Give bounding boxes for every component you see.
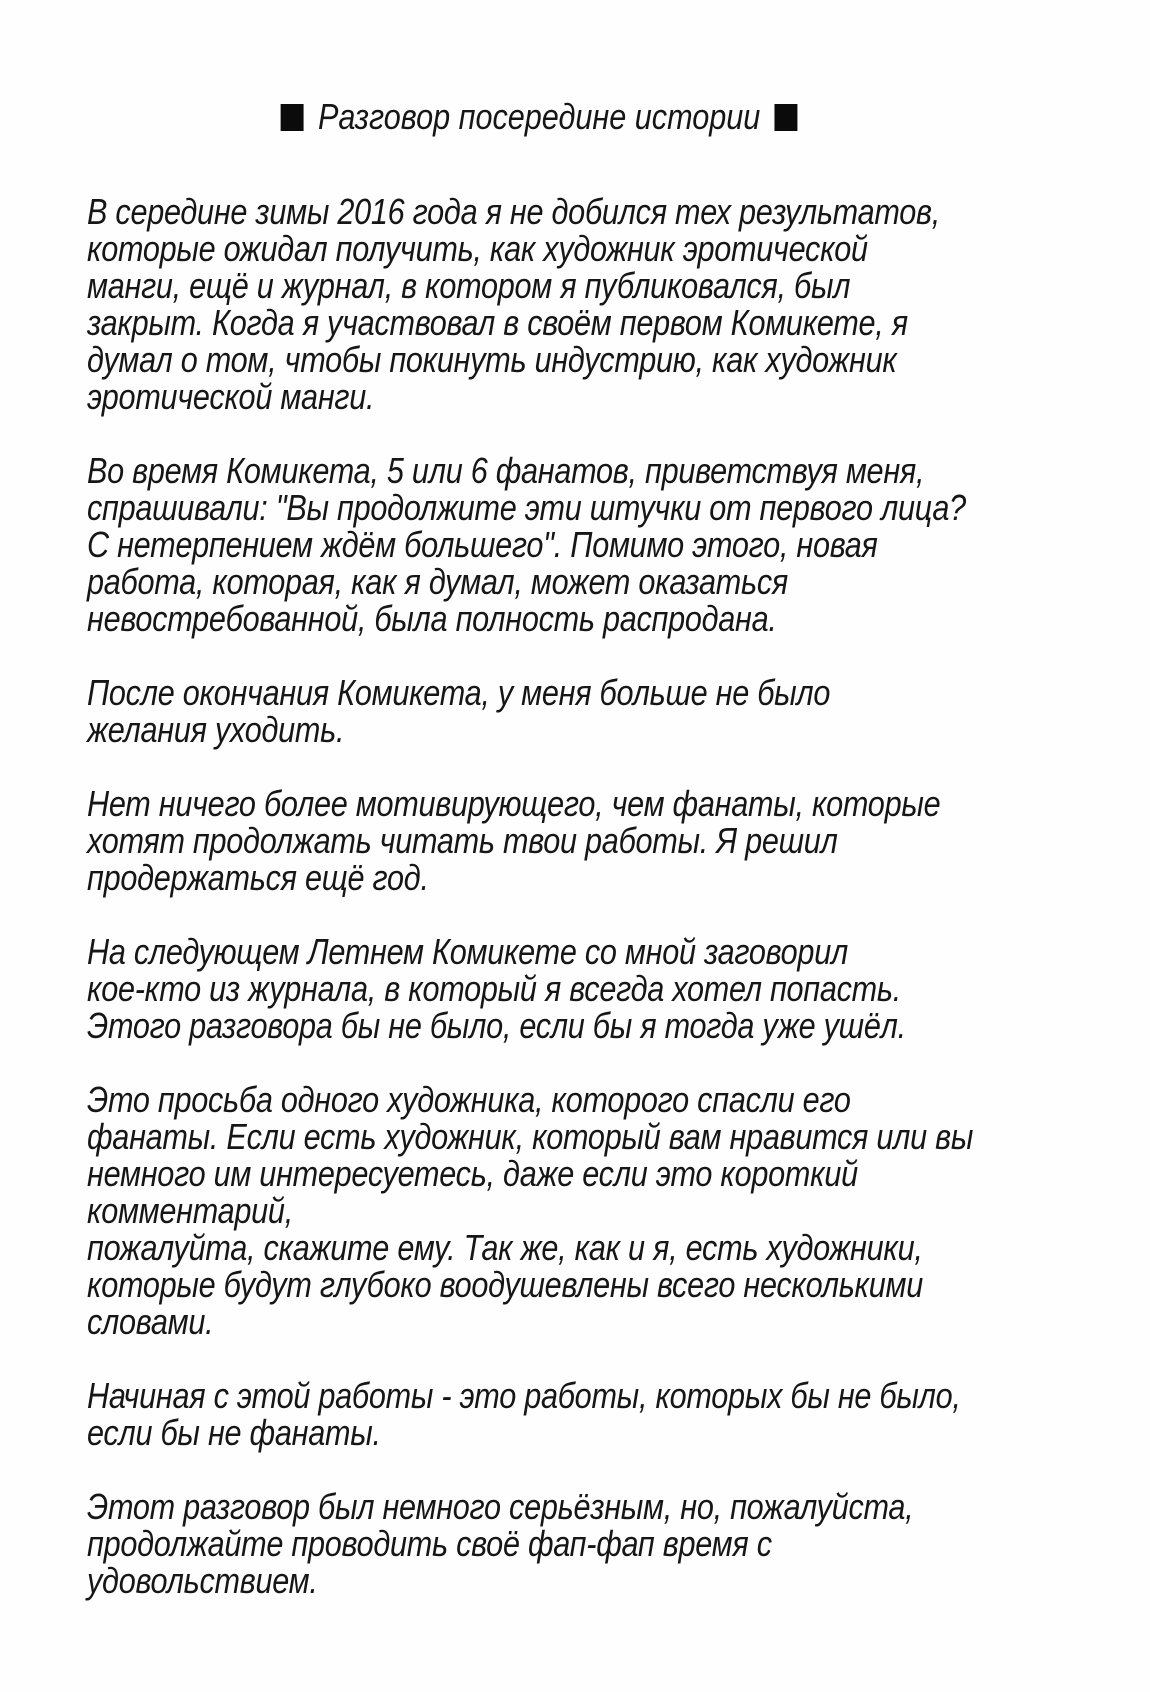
paragraph-5 xyxy=(87,933,991,1044)
text-line: спрашивали: "Вы продолжите эти штучки от первого лица? xyxy=(87,487,966,528)
text-line: Этого разговора бы не было, если бы я тогда уже ушёл. xyxy=(87,1005,906,1046)
text-line: пожалуйта, скажите ему. Так же, как и я, есть художники, xyxy=(87,1227,923,1268)
text-line: фанаты. Если есть художник, который вам нравится или вы xyxy=(87,1116,974,1157)
text-line: комментарий, xyxy=(87,1190,293,1231)
text-line: Во время Комикета, 5 или 6 фанатов, приветствуя меня, xyxy=(87,450,925,491)
black-square-icon xyxy=(775,104,798,131)
text-line: кое-кто из журнала, в который я всегда хотел попасть. xyxy=(87,968,902,1009)
text-line: продержаться ещё год. xyxy=(87,857,429,898)
text-line: С нетерпением ждём большего". Помимо этого, новая xyxy=(87,524,878,565)
text-line: думал о том, чтобы покинуть индустрию, как художник xyxy=(87,339,897,380)
text-line: На следующем Летнем Комикете со мной заговорил xyxy=(87,931,848,972)
text-line: Это просьба одного художника, которого спасли его xyxy=(87,1079,851,1120)
text-line: удовольствием. xyxy=(87,1560,318,1601)
text-line: невостребованной, была полность распродана. xyxy=(87,598,777,639)
page-title: Разговор посередине истории xyxy=(317,96,761,137)
paragraph-8 xyxy=(87,1488,991,1599)
text-line: В середине зимы 2016 года я не добился тех результатов, xyxy=(87,191,940,232)
text-line: Нет ничего более мотивирующего, чем фанаты, которые xyxy=(87,783,941,824)
text-line: словами. xyxy=(87,1301,214,1342)
paragraph-4 xyxy=(87,785,991,896)
paragraph-3 xyxy=(87,674,991,748)
text-line: работа, которая, как я думал, может оказаться xyxy=(87,561,789,602)
section-title-row xyxy=(0,96,1150,138)
text-line: Этот разговор был немного серьёзным, но, пожалуйста, xyxy=(87,1486,914,1527)
text-line: которые ожидал получить, как художник эротической xyxy=(87,228,868,269)
note-body xyxy=(87,193,1150,1636)
text-line: манги, ещё и журнал, в котором я публиковался, был xyxy=(87,265,851,306)
text-line: желания уходить. xyxy=(87,709,345,750)
text-line: которые будут глубоко воодушевлены всего несколькими xyxy=(87,1264,923,1305)
paragraph-2 xyxy=(87,452,991,637)
text-line: продолжайте проводить своё фап-фап время с xyxy=(87,1523,772,1564)
text-line: эротической манги. xyxy=(87,376,375,417)
text-line: хотят продолжать читать твои работы. Я решил xyxy=(87,820,838,861)
paragraph-6 xyxy=(87,1081,991,1340)
paragraph-1 xyxy=(87,193,991,415)
text-line: Начиная с этой работы - это работы, которых бы не было, xyxy=(87,1375,961,1416)
text-line: немного им интересуетесь, даже если это короткий xyxy=(87,1153,858,1194)
black-square-icon xyxy=(280,104,303,131)
text-line: После окончания Комикета, у меня больше не было xyxy=(87,672,831,713)
text-line: если бы не фанаты. xyxy=(87,1412,381,1453)
paragraph-7 xyxy=(87,1377,991,1451)
text-line: закрыт. Когда я участвовал в своём первом Комикете, я xyxy=(87,302,908,343)
section-title xyxy=(280,96,797,138)
